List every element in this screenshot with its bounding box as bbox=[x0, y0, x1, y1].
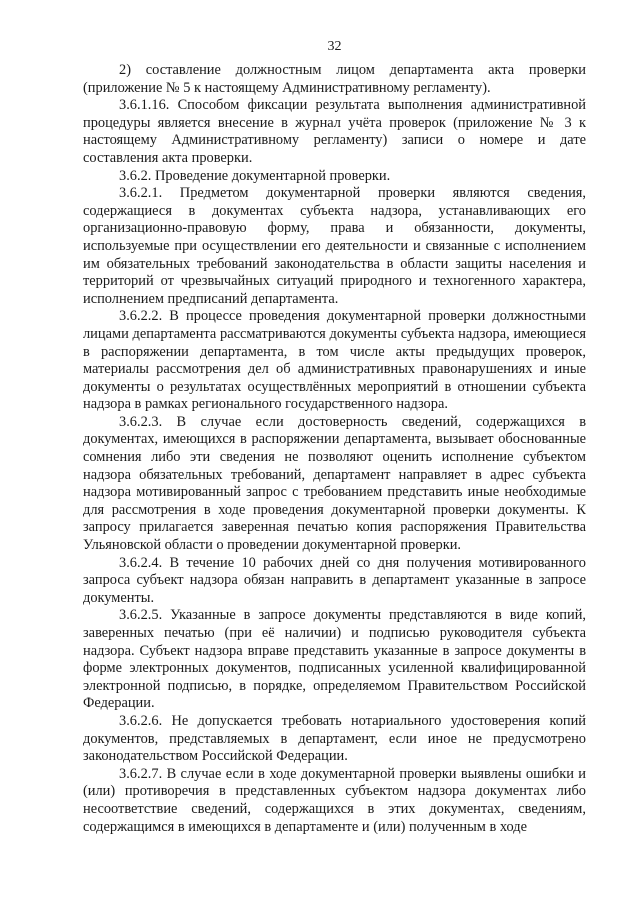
paragraph-3-6-2-2: 3.6.2.2. В процессе проведения документарной проверки должностными лицами департамента рассматриваются документы субъекта надзора, имеющиеся в распоряжении департамента, в том числе акты предыдущих проверок, материалы рассмотрения дел об административных правонарушениях и иные документы о результатах осуществлённых мероприятий в отношении субъекта надзора в рамках регионального государственного надзора. bbox=[83, 308, 586, 413]
paragraph-3-6-2-4: 3.6.2.4. В течение 10 рабочих дней со дня получения мотивированного запроса субъект надзора обязан направить в департамент указанные в запросе документы. bbox=[83, 554, 586, 606]
paragraph-3-6-2-7: 3.6.2.7. В случае если в ходе документарной проверки выявлены ошибки и (или) противоречия в представленных субъектом надзора документах либо несоответствие сведений, содержащихся в этих документах, сведениям, содержащимся в имеющихся в департаменте и (или) полученным в ходе bbox=[83, 765, 586, 835]
paragraph-3-6-2-1: 3.6.2.1. Предметом документарной проверки являются сведения, содержащиеся в документах субъекта надзора, устанавливающих его организационно-правовую форму, права и обязанности, документы, используемые при осуществлении его деятельности и связанные с исполнением им обязательных требований законодательства в области защиты населения и территорий от чрезвычайных ситуаций природного и техногенного характера, исполнением предписаний департамента. bbox=[83, 185, 586, 307]
paragraph-3-6-2-3: 3.6.2.3. В случае если достоверность сведений, содержащихся в документах, имеющихся в распоряжении департамента, вызывает обоснованные сомнения либо эти сведения не позволяют оценить исполнение субъектом надзора обязательных требований, департамент направляет в адрес субъекта надзора мотивированный запрос с требованием представить иные необходимые для рассмотрения в ходе проведения документарной проверки документы. К запросу прилагается заверенная печатью копия распоряжения Правительства Ульяновской области о проведении документарной проверки. bbox=[83, 413, 586, 554]
paragraph-item-2: 2) составление должностным лицом департамента акта проверки (приложение № 5 к настоящему Административному регламенту). bbox=[83, 62, 586, 96]
paragraph-3-6-1-16: 3.6.1.16. Способом фиксации результата выполнения административной процедуры является внесение в журнал учёта проверок (приложение № 3 к настоящему Административному регламенту) записи о номере и дате составления акта проверки. bbox=[83, 97, 586, 166]
section-heading-3-6-2: 3.6.2. Проведение документарной проверки. bbox=[119, 167, 391, 184]
paragraph-3-6-2-5: 3.6.2.5. Указанные в запросе документы представляются в виде копий, заверенных печатью (при её наличии) и подписью руководителя субъекта надзора. Субъект надзора вправе представить указанные в запросе документы в форме электронных документов, подписанных усиленной квалифицированной электронной подписью, в порядке, определяемом Правительством Российской Федерации. bbox=[83, 607, 586, 712]
paragraph-3-6-2-6: 3.6.2.6. Не допускается требовать нотариального удостоверения копий документов, представляемых в департамент, если иное не предусмотрено законодательством Российской Федерации. bbox=[83, 712, 586, 765]
page-number: 32 bbox=[327, 39, 342, 54]
